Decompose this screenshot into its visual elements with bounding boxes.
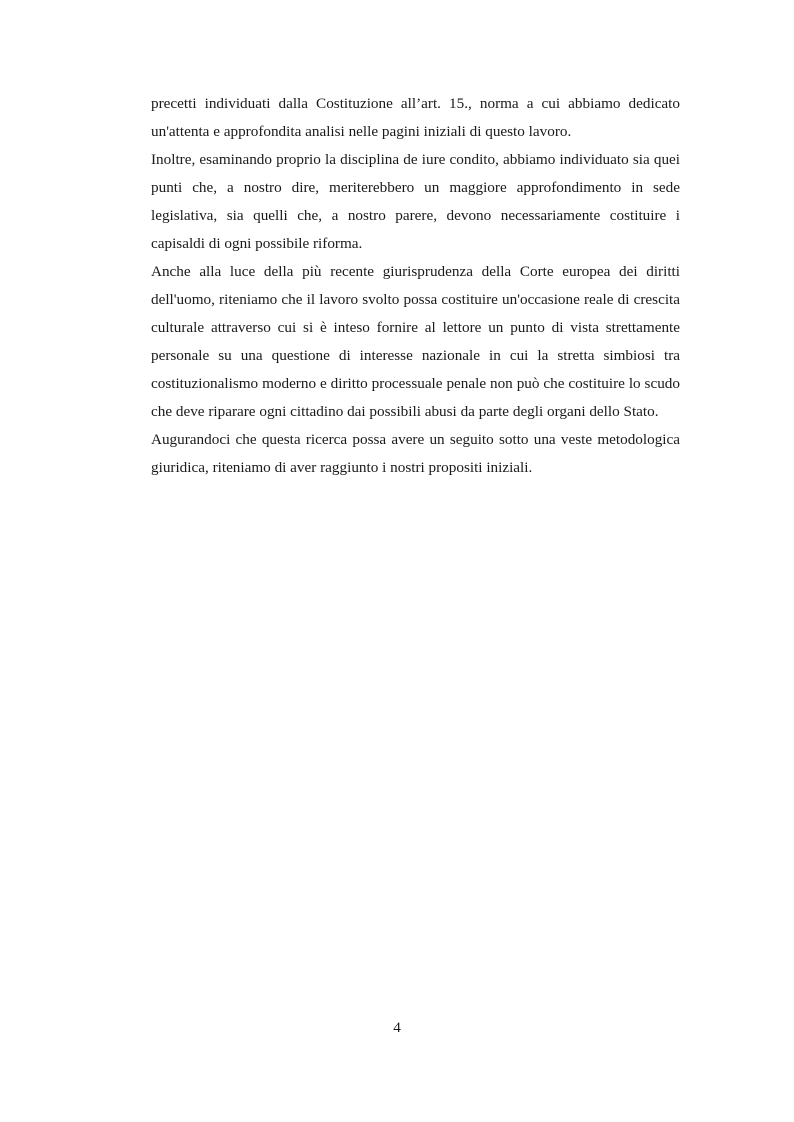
paragraph-3: Anche alla luce della più recente giurisprudenza della Corte europea dei diritti dell'uomo, riteniamo che il lavoro svolto possa costituire un'occasione reale di crescita culturale attraverso cui si è inteso fornire al lettore un punto di vista strettamente personale su una questione di interesse nazionale in cui la stretta simbiosi tra costituzionalismo moderno e diritto processuale penale non può che costituire lo scudo che deve riparare ogni cittadino dai possibili abusi da parte degli organi dello Stato. [151, 263, 680, 420]
page-number: 4 [393, 1019, 401, 1036]
paragraph-1: precetti individuati dalla Costituzione all’art. 15., norma a cui abbiamo dedicato un'attenta e approfondita analisi nelle pagini iniziali di questo lavoro. [151, 95, 680, 140]
body-text [151, 90, 680, 482]
paragraph-4: Augurandoci che questa ricerca possa avere un seguito sotto una veste metodologica giuridica, riteniamo di aver raggiunto i nostri propositi iniziali. [151, 431, 680, 476]
paragraph-2: Inoltre, esaminando proprio la disciplina de iure condito, abbiamo individuato sia quei punti che, a nostro dire, meriterebbero un maggiore approfondimento in sede legislativa, sia quelli che, a nostro parere, devono necessariamente costituire i capisaldi di ogni possibile riforma. [151, 151, 680, 252]
